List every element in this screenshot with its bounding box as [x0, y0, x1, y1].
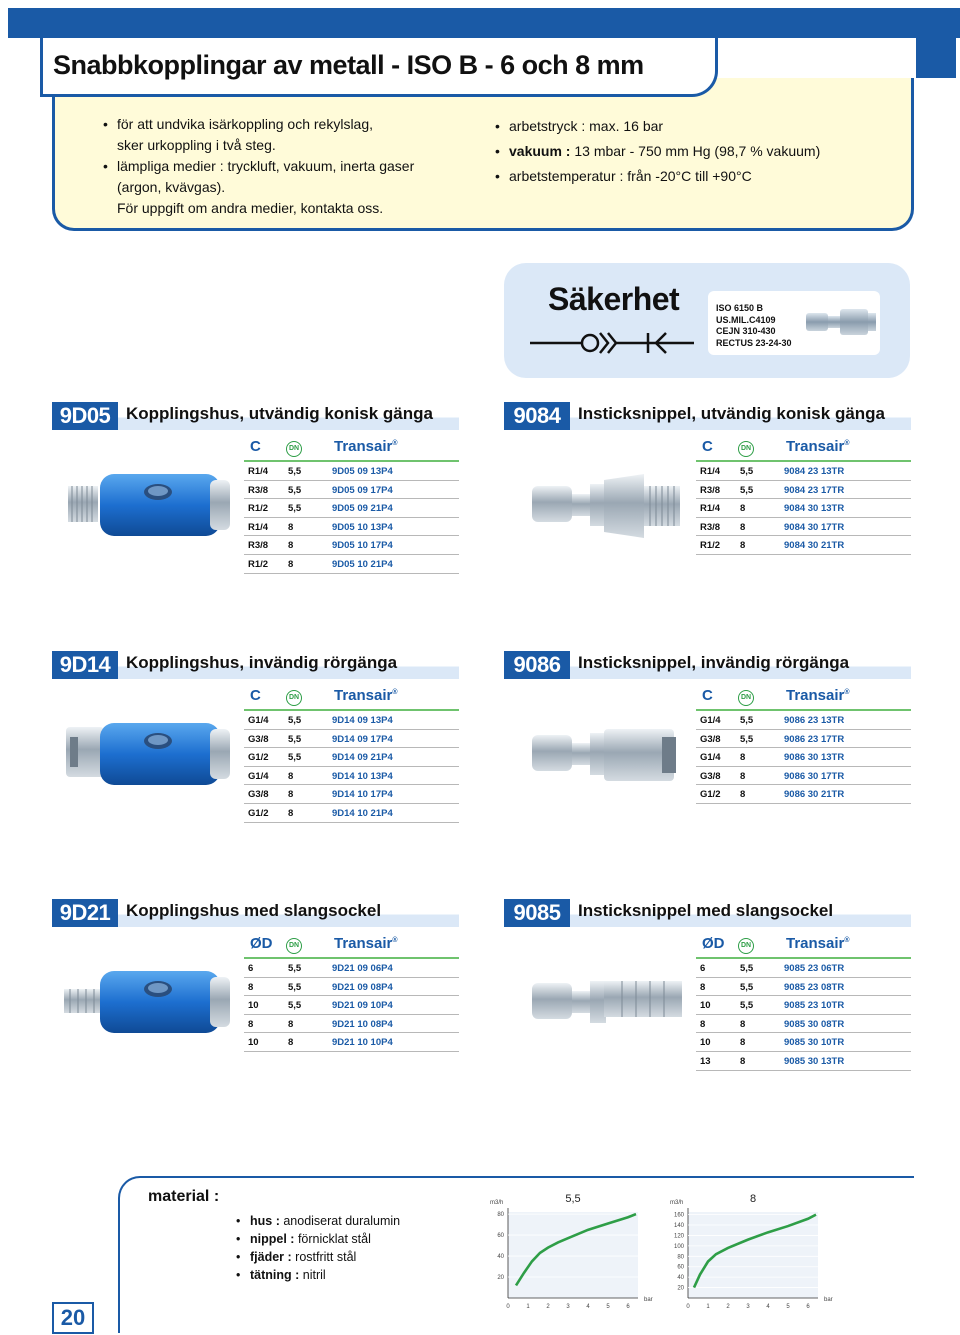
section-header: [52, 899, 459, 927]
cell-dn: 8: [288, 1037, 294, 1049]
y-tick-label: 60: [497, 1233, 504, 1240]
y-tick-label: 40: [677, 1275, 684, 1282]
section-title: Insticksnippel med slangsockel: [578, 901, 834, 920]
flow-chart-5-5: [480, 1190, 670, 1320]
cell-part-number: 9D21 09 10P4: [332, 1000, 393, 1012]
cell-dn: 5,5: [288, 715, 302, 726]
page-title-tab: [40, 38, 718, 97]
table-header: [244, 685, 459, 711]
cell-part-number: 9086 30 17TR: [784, 770, 845, 782]
cell-part-number: 9086 30 21TR: [784, 789, 845, 801]
product-table: [244, 436, 459, 574]
cell-dn: 8: [288, 789, 294, 801]
cell-size: 8: [248, 981, 254, 993]
cell-part-number: 9D05 10 13P4: [332, 521, 393, 533]
y-tick-label: 20: [497, 1275, 504, 1282]
cell-size: G3/8: [700, 770, 721, 782]
y-tick-label: 140: [673, 1223, 684, 1230]
cell-part-number: 9D14 09 17P4: [332, 733, 393, 745]
x-tick-label: 2: [546, 1304, 550, 1310]
section-title-band: [570, 651, 911, 679]
cell-part-number: 9D14 10 17P4: [332, 789, 393, 801]
y-tick-label: 100: [673, 1243, 684, 1250]
cell-size: G3/8: [700, 733, 721, 745]
cell-size: R1/4: [700, 503, 721, 515]
product-table: [696, 933, 911, 1071]
product-image-icon: [512, 931, 692, 1071]
cell-size: 6: [248, 963, 254, 974]
feature-item: (argon, kvävgas).: [117, 179, 226, 195]
section-title-band: [570, 402, 911, 430]
cell-size: G1/2: [248, 752, 269, 764]
cell-size: G3/8: [248, 733, 269, 745]
col-header-size: C: [702, 438, 713, 455]
section-header: [504, 899, 911, 927]
cell-size: G1/4: [700, 715, 721, 726]
cell-dn: 8: [740, 1018, 746, 1030]
cell-dn: 8: [288, 770, 294, 782]
y-tick-label: 160: [673, 1212, 684, 1219]
material-item: • hus : anodiserat duralumin: [236, 1212, 400, 1230]
cell-part-number: 9D14 10 21P4: [332, 807, 393, 819]
product-image-icon: [60, 434, 240, 574]
product-table: [696, 685, 911, 804]
cell-part-number: 9D05 10 17P4: [332, 540, 393, 552]
cell-part-number: 9085 23 06TR: [784, 963, 845, 974]
col-header-transair: Transair®: [334, 438, 398, 455]
product-table: [696, 436, 911, 555]
dn-icon: DN: [738, 690, 754, 706]
cell-dn: 5,5: [288, 963, 302, 974]
table-row: [244, 481, 459, 500]
product-code-badge: 9D05: [52, 402, 118, 430]
section-title: Kopplingshus, invändig rörgänga: [126, 653, 398, 672]
flow-chart-8: [660, 1190, 860, 1320]
table-row: [244, 555, 459, 574]
cell-size: R1/2: [700, 540, 721, 552]
cell-dn: 5,5: [740, 484, 754, 496]
cell-part-number: 9084 23 13TR: [784, 466, 845, 477]
dn-icon: DN: [738, 441, 754, 457]
table-row: [696, 959, 911, 978]
section-title-band: [118, 651, 459, 679]
cell-size: R3/8: [700, 484, 721, 496]
dn-icon: DN: [738, 938, 754, 954]
section-header: [52, 651, 459, 679]
cell-size: 10: [700, 1000, 711, 1012]
col-header-transair: Transair®: [786, 687, 850, 704]
table-row: [244, 1015, 459, 1034]
cell-part-number: 9084 30 13TR: [784, 503, 845, 515]
product-code-badge: 9D14: [52, 651, 118, 679]
col-header-size: C: [250, 687, 261, 704]
cell-size: R3/8: [248, 540, 269, 552]
x-tick-label: 0: [506, 1304, 510, 1310]
y-axis-label: m3/h: [490, 1200, 504, 1206]
cell-dn: 5,5: [288, 466, 302, 477]
feature-item: För uppgift om andra medier, kontakta oss.: [117, 200, 384, 216]
safety-box: [504, 263, 910, 378]
cell-dn: 8: [288, 558, 294, 570]
cell-dn: 8: [740, 503, 746, 515]
product-code-badge: 9086: [504, 651, 570, 679]
y-tick-label: 60: [677, 1264, 684, 1271]
cell-part-number: 9086 23 17TR: [784, 733, 845, 745]
info-box: [52, 78, 914, 231]
cell-size: R1/4: [700, 466, 721, 477]
x-tick-label: 4: [586, 1304, 590, 1310]
features-left: [103, 114, 463, 219]
x-tick-label: 1: [526, 1304, 530, 1310]
cell-part-number: 9D21 10 08P4: [332, 1018, 393, 1030]
feature-pressure: • arbetstryck : max. 16 bar: [495, 114, 915, 139]
table-row: [696, 748, 911, 767]
section-title-band: [118, 899, 459, 927]
table-row: [696, 1033, 911, 1052]
cell-dn: 8: [288, 540, 294, 552]
cell-part-number: 9084 23 17TR: [784, 484, 845, 496]
x-tick-label: 1: [706, 1304, 710, 1310]
cell-part-number: 9086 23 13TR: [784, 715, 845, 726]
cell-size: R3/8: [248, 484, 269, 496]
x-tick-label: 5: [606, 1304, 610, 1310]
table-row: [696, 462, 911, 481]
cell-dn: 8: [740, 770, 746, 782]
feature-vacuum: • vakuum : 13 mbar - 750 mm Hg (98,7 % vakuum): [495, 139, 915, 164]
cell-part-number: 9084 30 21TR: [784, 540, 845, 552]
cell-part-number: 9D21 10 10P4: [332, 1037, 393, 1049]
table-header: [696, 933, 911, 959]
product-image-icon: [60, 931, 240, 1071]
cell-dn: 5,5: [288, 503, 302, 515]
chart-title: 5,5: [565, 1193, 581, 1205]
x-tick-label: 0: [686, 1304, 690, 1310]
table-row: [244, 499, 459, 518]
header-right-tab: [916, 38, 956, 78]
cell-part-number: 9D14 10 13P4: [332, 770, 393, 782]
cell-dn: 5,5: [288, 1000, 302, 1012]
cell-part-number: 9085 30 08TR: [784, 1018, 845, 1030]
table-row: [696, 767, 911, 786]
cell-size: 8: [700, 1018, 706, 1030]
cell-dn: 8: [740, 752, 746, 764]
table-row: [244, 978, 459, 997]
cell-dn: 5,5: [740, 963, 754, 974]
x-tick-label: 3: [746, 1304, 750, 1310]
y-tick-label: 20: [677, 1285, 684, 1292]
x-tick-label: 2: [726, 1304, 730, 1310]
section-title: Insticksnippel, utvändig konisk gänga: [578, 404, 886, 423]
table-row: [696, 518, 911, 537]
cell-size: 10: [248, 1037, 259, 1049]
x-tick-label: 6: [626, 1304, 630, 1310]
material-item: • fjäder : rostfritt stål: [236, 1248, 400, 1266]
cell-size: R1/4: [248, 521, 269, 533]
cell-part-number: 9D21 09 08P4: [332, 981, 393, 993]
table-header: [244, 436, 459, 462]
cell-size: 10: [248, 1000, 259, 1012]
cell-part-number: 9085 23 10TR: [784, 1000, 845, 1012]
cell-part-number: 9085 30 13TR: [784, 1055, 845, 1067]
col-header-size: C: [250, 438, 261, 455]
table-row: [244, 804, 459, 823]
table-row: [696, 536, 911, 555]
y-tick-label: 80: [677, 1254, 684, 1261]
product-code-badge: 9084: [504, 402, 570, 430]
table-row: [244, 462, 459, 481]
cell-size: G1/4: [248, 715, 269, 726]
table-row: [696, 711, 911, 730]
col-header-transair: Transair®: [786, 438, 850, 455]
cell-size: G1/2: [248, 807, 269, 819]
cell-size: 6: [700, 963, 706, 974]
cell-dn: 8: [740, 1037, 746, 1049]
features-right: [495, 114, 915, 189]
cell-dn: 5,5: [288, 733, 302, 745]
cell-size: R1/4: [248, 466, 269, 477]
cell-dn: 5,5: [288, 752, 302, 764]
cell-part-number: 9D14 09 13P4: [332, 715, 393, 726]
material-item: • tätning : nitril: [236, 1266, 400, 1284]
x-tick-label: 6: [806, 1304, 810, 1310]
table-row: [696, 785, 911, 804]
y-axis-label: m3/h: [670, 1200, 684, 1206]
table-row: [696, 730, 911, 749]
table-row: [696, 1052, 911, 1071]
section-title-band: [570, 899, 911, 927]
product-image-icon: [512, 683, 692, 823]
section-title: Kopplingshus, utvändig konisk gänga: [126, 404, 433, 423]
cell-dn: 5,5: [288, 981, 302, 993]
table-row: [244, 518, 459, 537]
cell-part-number: 9D05 09 17P4: [332, 484, 393, 496]
x-tick-label: 3: [566, 1304, 570, 1310]
col-header-size: C: [702, 687, 713, 704]
cell-size: 10: [700, 1037, 711, 1049]
section-title-band: [118, 402, 459, 430]
table-row: [244, 959, 459, 978]
table-row: [696, 481, 911, 500]
cell-size: 8: [700, 981, 706, 993]
product-code-badge: 9D21: [52, 899, 118, 927]
x-axis-label: bar: [824, 1297, 833, 1303]
col-header-size: ØD: [250, 935, 273, 952]
material-item: • nippel : förnicklat stål: [236, 1230, 400, 1248]
cell-part-number: 9D05 10 21P4: [332, 558, 393, 570]
col-header-transair: Transair®: [786, 935, 850, 952]
product-image-icon: [512, 434, 692, 574]
col-header-transair: Transair®: [334, 935, 398, 952]
cell-part-number: 9086 30 13TR: [784, 752, 845, 764]
cell-dn: 8: [288, 807, 294, 819]
cell-dn: 5,5: [740, 1000, 754, 1012]
material-title: material :: [148, 1188, 220, 1205]
section-header: [504, 651, 911, 679]
table-row: [696, 996, 911, 1015]
feature-item: • lämpliga medier : tryckluft, vakuum, inerta gaser: [103, 156, 463, 177]
table-header: [696, 436, 911, 462]
cell-part-number: 9D14 09 21P4: [332, 752, 393, 764]
material-list: [236, 1212, 400, 1284]
table-row: [696, 1015, 911, 1034]
table-row: [244, 536, 459, 555]
x-tick-label: 4: [766, 1304, 770, 1310]
section-title: Kopplingshus med slangsockel: [126, 901, 382, 920]
chart-plot-area: [508, 1212, 638, 1298]
cell-size: G1/2: [700, 789, 721, 801]
page-title: Snabbkopplingar av metall - ISO B - 6 och 8 mm: [53, 50, 644, 80]
standards-list: ISO 6150 B US.MIL.C4109 CEJN 310-430 RECTUS 23-24-30: [716, 303, 792, 348]
cell-size: G1/4: [700, 752, 721, 764]
nipple-image-icon: [804, 299, 878, 347]
standards-card: [708, 291, 880, 355]
cell-size: G3/8: [248, 789, 269, 801]
product-image-icon: [60, 683, 240, 823]
feature-item: • för att undvika isärkoppling och rekylslag,: [103, 114, 463, 135]
table-row: [244, 767, 459, 786]
section-header: [504, 402, 911, 430]
safety-symbol-icon: [528, 329, 698, 357]
cell-part-number: 9D21 09 06P4: [332, 963, 393, 974]
cell-dn: 8: [288, 1018, 294, 1030]
cell-part-number: 9085 30 10TR: [784, 1037, 845, 1049]
cell-dn: 8: [740, 521, 746, 533]
cell-part-number: 9D05 09 21P4: [332, 503, 393, 515]
safety-title: Säkerhet: [548, 281, 680, 317]
cell-size: G1/4: [248, 770, 269, 782]
x-axis-label: bar: [644, 1297, 653, 1303]
cell-part-number: 9085 23 08TR: [784, 981, 845, 993]
y-tick-label: 80: [497, 1212, 504, 1219]
y-tick-label: 40: [497, 1254, 504, 1261]
cell-dn: 5,5: [740, 981, 754, 993]
table-row: [244, 748, 459, 767]
cell-dn: 5,5: [740, 715, 754, 726]
dn-icon: DN: [286, 441, 302, 457]
table-row: [244, 785, 459, 804]
x-tick-label: 5: [786, 1304, 790, 1310]
page-number: 20: [52, 1302, 94, 1334]
cell-dn: 8: [740, 1055, 746, 1067]
chart-title: 8: [749, 1193, 757, 1205]
header-bar: [8, 8, 960, 38]
cell-dn: 5,5: [740, 733, 754, 745]
cell-dn: 5,5: [288, 484, 302, 496]
feature-temperature: • arbetstemperatur : från -20°C till +90°C: [495, 164, 915, 189]
dn-icon: DN: [286, 938, 302, 954]
col-header-transair: Transair®: [334, 687, 398, 704]
table-row: [696, 978, 911, 997]
section-header: [52, 402, 459, 430]
cell-dn: 5,5: [740, 466, 754, 477]
y-tick-label: 120: [673, 1233, 684, 1240]
table-row: [244, 996, 459, 1015]
cell-size: R1/2: [248, 558, 269, 570]
col-header-size: ØD: [702, 935, 725, 952]
product-table: [244, 685, 459, 823]
cell-size: R1/2: [248, 503, 269, 515]
dn-icon: DN: [286, 690, 302, 706]
cell-part-number: 9D05 09 13P4: [332, 466, 393, 477]
table-row: [696, 499, 911, 518]
table-header: [696, 685, 911, 711]
feature-item: sker urkoppling i två steg.: [117, 137, 276, 153]
cell-dn: 8: [740, 540, 746, 552]
table-row: [244, 1033, 459, 1052]
cell-size: R3/8: [700, 521, 721, 533]
section-title: Insticksnippel, invändig rörgänga: [578, 653, 850, 672]
table-row: [244, 730, 459, 749]
table-header: [244, 933, 459, 959]
cell-part-number: 9084 30 17TR: [784, 521, 845, 533]
table-row: [244, 711, 459, 730]
product-code-badge: 9085: [504, 899, 570, 927]
product-table: [244, 933, 459, 1052]
cell-size: 8: [248, 1018, 254, 1030]
cell-dn: 8: [740, 789, 746, 801]
cell-size: 13: [700, 1055, 711, 1067]
cell-dn: 8: [288, 521, 294, 533]
